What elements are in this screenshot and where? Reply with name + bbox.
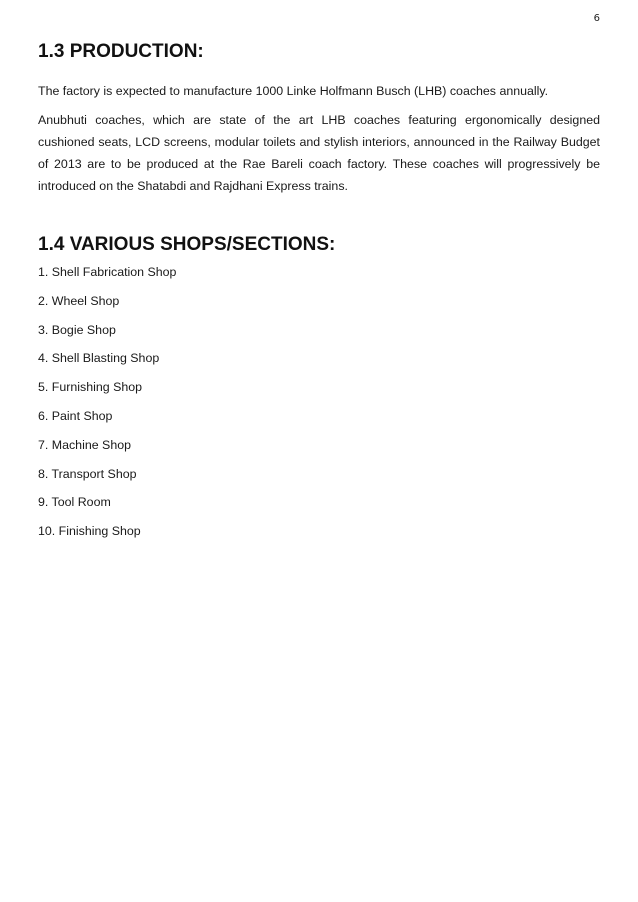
shops-list — [38, 262, 600, 541]
production-section — [38, 40, 600, 197]
list-item: 10. Finishing Shop — [38, 524, 141, 539]
list-item: 3. Bogie Shop — [38, 322, 116, 337]
list-item: 4. Shell Blasting Shop — [38, 351, 160, 366]
production-paragraph-1: The factory is expected to manufacture 1000 Linke Holfmann Busch (LHB) coaches annually. — [38, 84, 549, 98]
list-item: 8. Transport Shop — [38, 466, 137, 481]
list-item: 7. Machine Shop — [38, 437, 131, 452]
list-item: 5. Furnishing Shop — [38, 380, 143, 395]
document-body — [38, 40, 600, 550]
production-heading: 1.3 PRODUCTION: — [38, 41, 204, 62]
list-item: 9. Tool Room — [38, 495, 111, 510]
shops-section — [38, 233, 600, 541]
page-number: 6 — [593, 13, 600, 24]
list-item: 1. Shell Fabrication Shop — [38, 265, 177, 279]
production-paragraph-2: Anubhuti coaches, which are state of the art LHB coaches featuring ergonomically designed cushioned seats, LCD screens, modular toilets and stylish interiors, announced in the Railway Budget of 2013 are to be produced at the Rae Bareli coach factory. These coaches will progressively be introduced on the Shatabdi and Rajdhani Express trains. — [38, 113, 600, 193]
list-item: 2. Wheel Shop — [38, 293, 120, 308]
list-item: 6. Paint Shop — [38, 408, 113, 423]
shops-heading: 1.4 VARIOUS SHOPS/SECTIONS: — [38, 234, 336, 255]
